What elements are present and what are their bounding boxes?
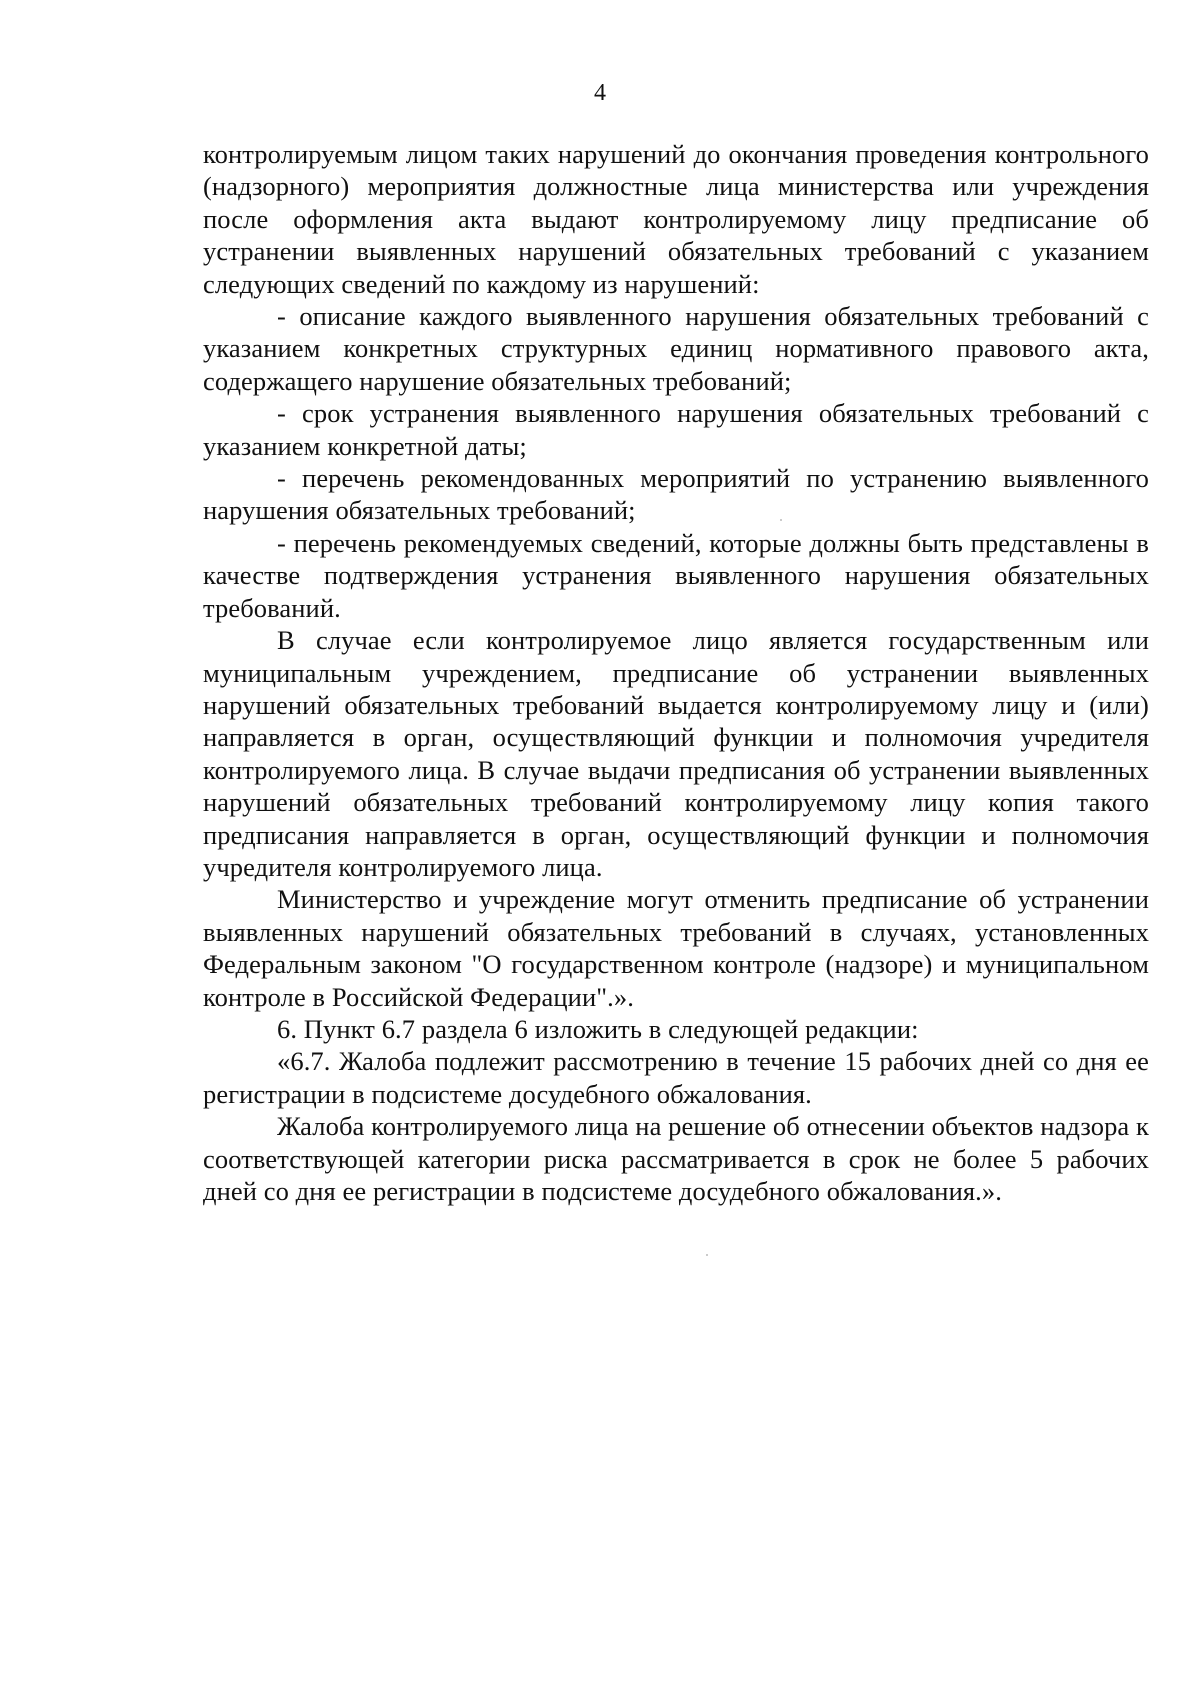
page-number: 4 bbox=[594, 80, 606, 106]
list-item-measures: - перечень рекомендованных мероприятий по устранению выявленного нарушения обязательных требований; bbox=[203, 463, 1149, 526]
paragraph-complaint-risk: Жалоба контролируемого лица на решение об отнесении объектов надзора к соответствующей категории риска рассматривается в срок не более 5 рабочих дней со дня ее регистрации в подсистеме досудебного обжалования.». bbox=[203, 1111, 1149, 1206]
document-body bbox=[203, 138, 1149, 1207]
paragraph-cancellation: Министерство и учреждение могут отменить предписание об устранении выявленных нарушений обязательных требований в случаях, установленных Федеральным законом "О государственном контроле (надзоре) и муниципальном контроле в Российской Федерации".». bbox=[203, 884, 1149, 1012]
list-item-deadline: - срок устранения выявленного нарушения обязательных требований с указанием конкретной даты; bbox=[203, 398, 1149, 461]
scan-speck bbox=[780, 519, 782, 521]
paragraph-complaint-term: «6.7. Жалоба подлежит рассмотрению в течение 15 рабочих дней со дня ее регистрации в подсистеме досудебного обжалования. bbox=[203, 1046, 1149, 1109]
paragraph-amendment: 6. Пункт 6.7 раздела 6 изложить в следующей редакции: bbox=[277, 1013, 919, 1044]
paragraph-intro: контролируемым лицом таких нарушений до окончания проведения контрольного (надзорного) мероприятия должностные лица министерства или учреждения после оформления акта выдают контролируемому лицу предписание об устранении выявленных нарушений обязательных требований с указанием следующих сведений по каждому из нарушений: bbox=[203, 139, 1149, 299]
paragraph-state-institution: В случае если контролируемое лицо является государственным или муниципальным учреждением, предписание об устранении выявленных нарушений обязательных требований выдается контролируемому лицу и (или) направляется в орган, осуществляющий функции и полномочия учредителя контролируемого лица. В случае выдачи предписания об устранении выявленных нарушений обязательных требований контролируемому лицу копия такого предписания направляется в орган, осуществляющий функции и полномочия учредителя контролируемого лица. bbox=[203, 625, 1149, 882]
list-item-evidence: - перечень рекомендуемых сведений, которые должны быть представлены в качестве подтверждения устранения выявленного нарушения обязательных требований. bbox=[203, 527, 1149, 623]
scan-speck bbox=[706, 1254, 708, 1256]
list-item-description: - описание каждого выявленного нарушения обязательных требований с указанием конкретных структурных единиц нормативного правового акта, содержащего нарушение обязательных требований; bbox=[203, 301, 1149, 396]
